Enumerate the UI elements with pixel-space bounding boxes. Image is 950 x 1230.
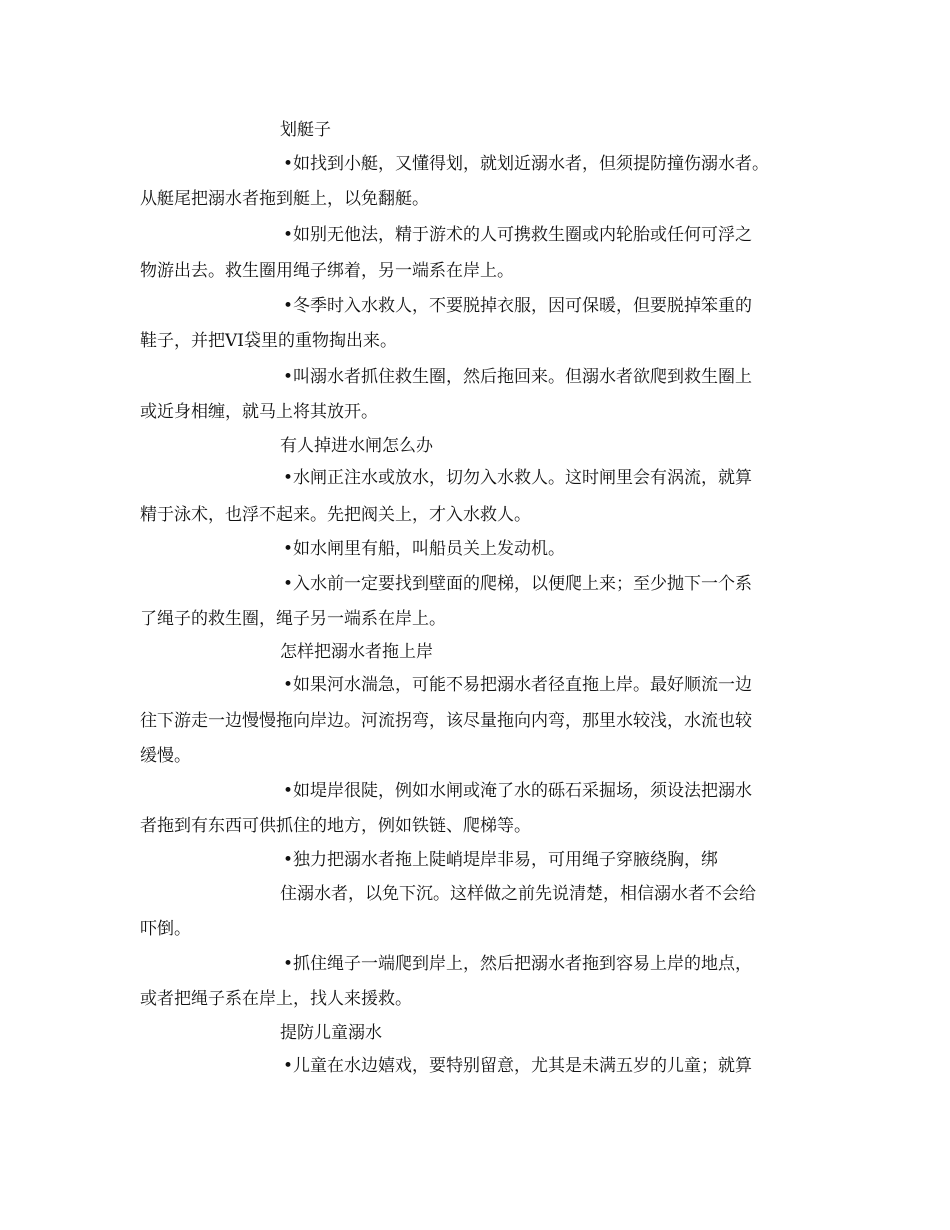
paragraph-line: •如堤岸很陡，例如水闸或淹了水的砾石采掘场，须设法把溺水: [283, 781, 753, 801]
paragraph-line: 了绳子的救生圈，绳子另一端系在岸上。: [140, 609, 446, 629]
paragraph-line: •儿童在水边嬉戏，要特别留意，尤其是未满五岁的儿童；就算: [283, 1056, 753, 1076]
section-heading-rowing-boat: 划艇子: [280, 120, 331, 140]
paragraph-line: 或近身相缠，就马上将其放开。: [140, 402, 378, 422]
paragraph-line: •独力把溺水者拖上陡峭堤岸非易，可用绳子穿腋绕胸，绑: [283, 850, 719, 870]
paragraph-line: 从艇尾把溺水者拖到艇上，以免翻艇。: [140, 189, 429, 209]
paragraph-line: •如别无他法，精于游术的人可携救生圈或内轮胎或任何可浮之: [283, 225, 753, 245]
paragraph-line: 往下游走一边慢慢拖向岸边。河流拐弯，该尽量拖向内弯，那里水较浅，水流也较: [140, 711, 752, 731]
paragraph-line: •水闸正注水或放水，切勿入水救人。这时闸里会有涡流，就算: [283, 468, 753, 488]
paragraph-line: 或者把绳子系在岸上，找人来援救。: [140, 989, 412, 1009]
paragraph-line: 吓倒。: [140, 919, 191, 939]
paragraph-line: •如果河水湍急，可能不易把溺水者径直拖上岸。最好顺流一边: [283, 675, 753, 695]
paragraph-line: 物游出去。救生圈用绳子绑着，另一端系在岸上。: [140, 261, 514, 281]
paragraph-line: •抓住绳子一端爬到岸上，然后把溺水者拖到容易上岸的地点，: [283, 954, 753, 974]
paragraph-line: •叫溺水者抓住救生圈，然后拖回来。但溺水者欲爬到救生圈上: [283, 367, 753, 387]
section-heading-drag-ashore: 怎样把溺水者拖上岸: [280, 642, 433, 662]
section-heading-child-drowning: 提防儿童溺水: [280, 1023, 382, 1043]
paragraph-line: •如找到小艇，又懂得划，就划近溺水者，但须提防撞伤溺水者。: [283, 154, 770, 174]
paragraph-line: 缓慢。: [140, 746, 191, 766]
paragraph-line: •如水闸里有船，叫船员关上发动机。: [283, 539, 566, 559]
paragraph-line: 精于泳术，也浮不起来。先把阀关上，才入水救人。: [140, 505, 531, 525]
paragraph-line: 鞋子，并把VI袋里的重物掏出来。: [140, 331, 397, 351]
paragraph-line: 住溺水者，以免下沉。这样做之前先说清楚，相信溺水者不会给: [280, 884, 756, 904]
paragraph-line: •入水前一定要找到壁面的爬梯，以便爬上来；至少抛下一个系: [283, 574, 753, 594]
paragraph-line: •冬季时入水救人，不要脱掉衣服，因可保暖，但要脱掉笨重的: [283, 296, 753, 316]
paragraph-line: 者拖到有东西可供抓住的地方，例如铁链、爬梯等。: [140, 816, 531, 836]
section-heading-sluice: 有人掉进水闸怎么办: [280, 436, 433, 456]
